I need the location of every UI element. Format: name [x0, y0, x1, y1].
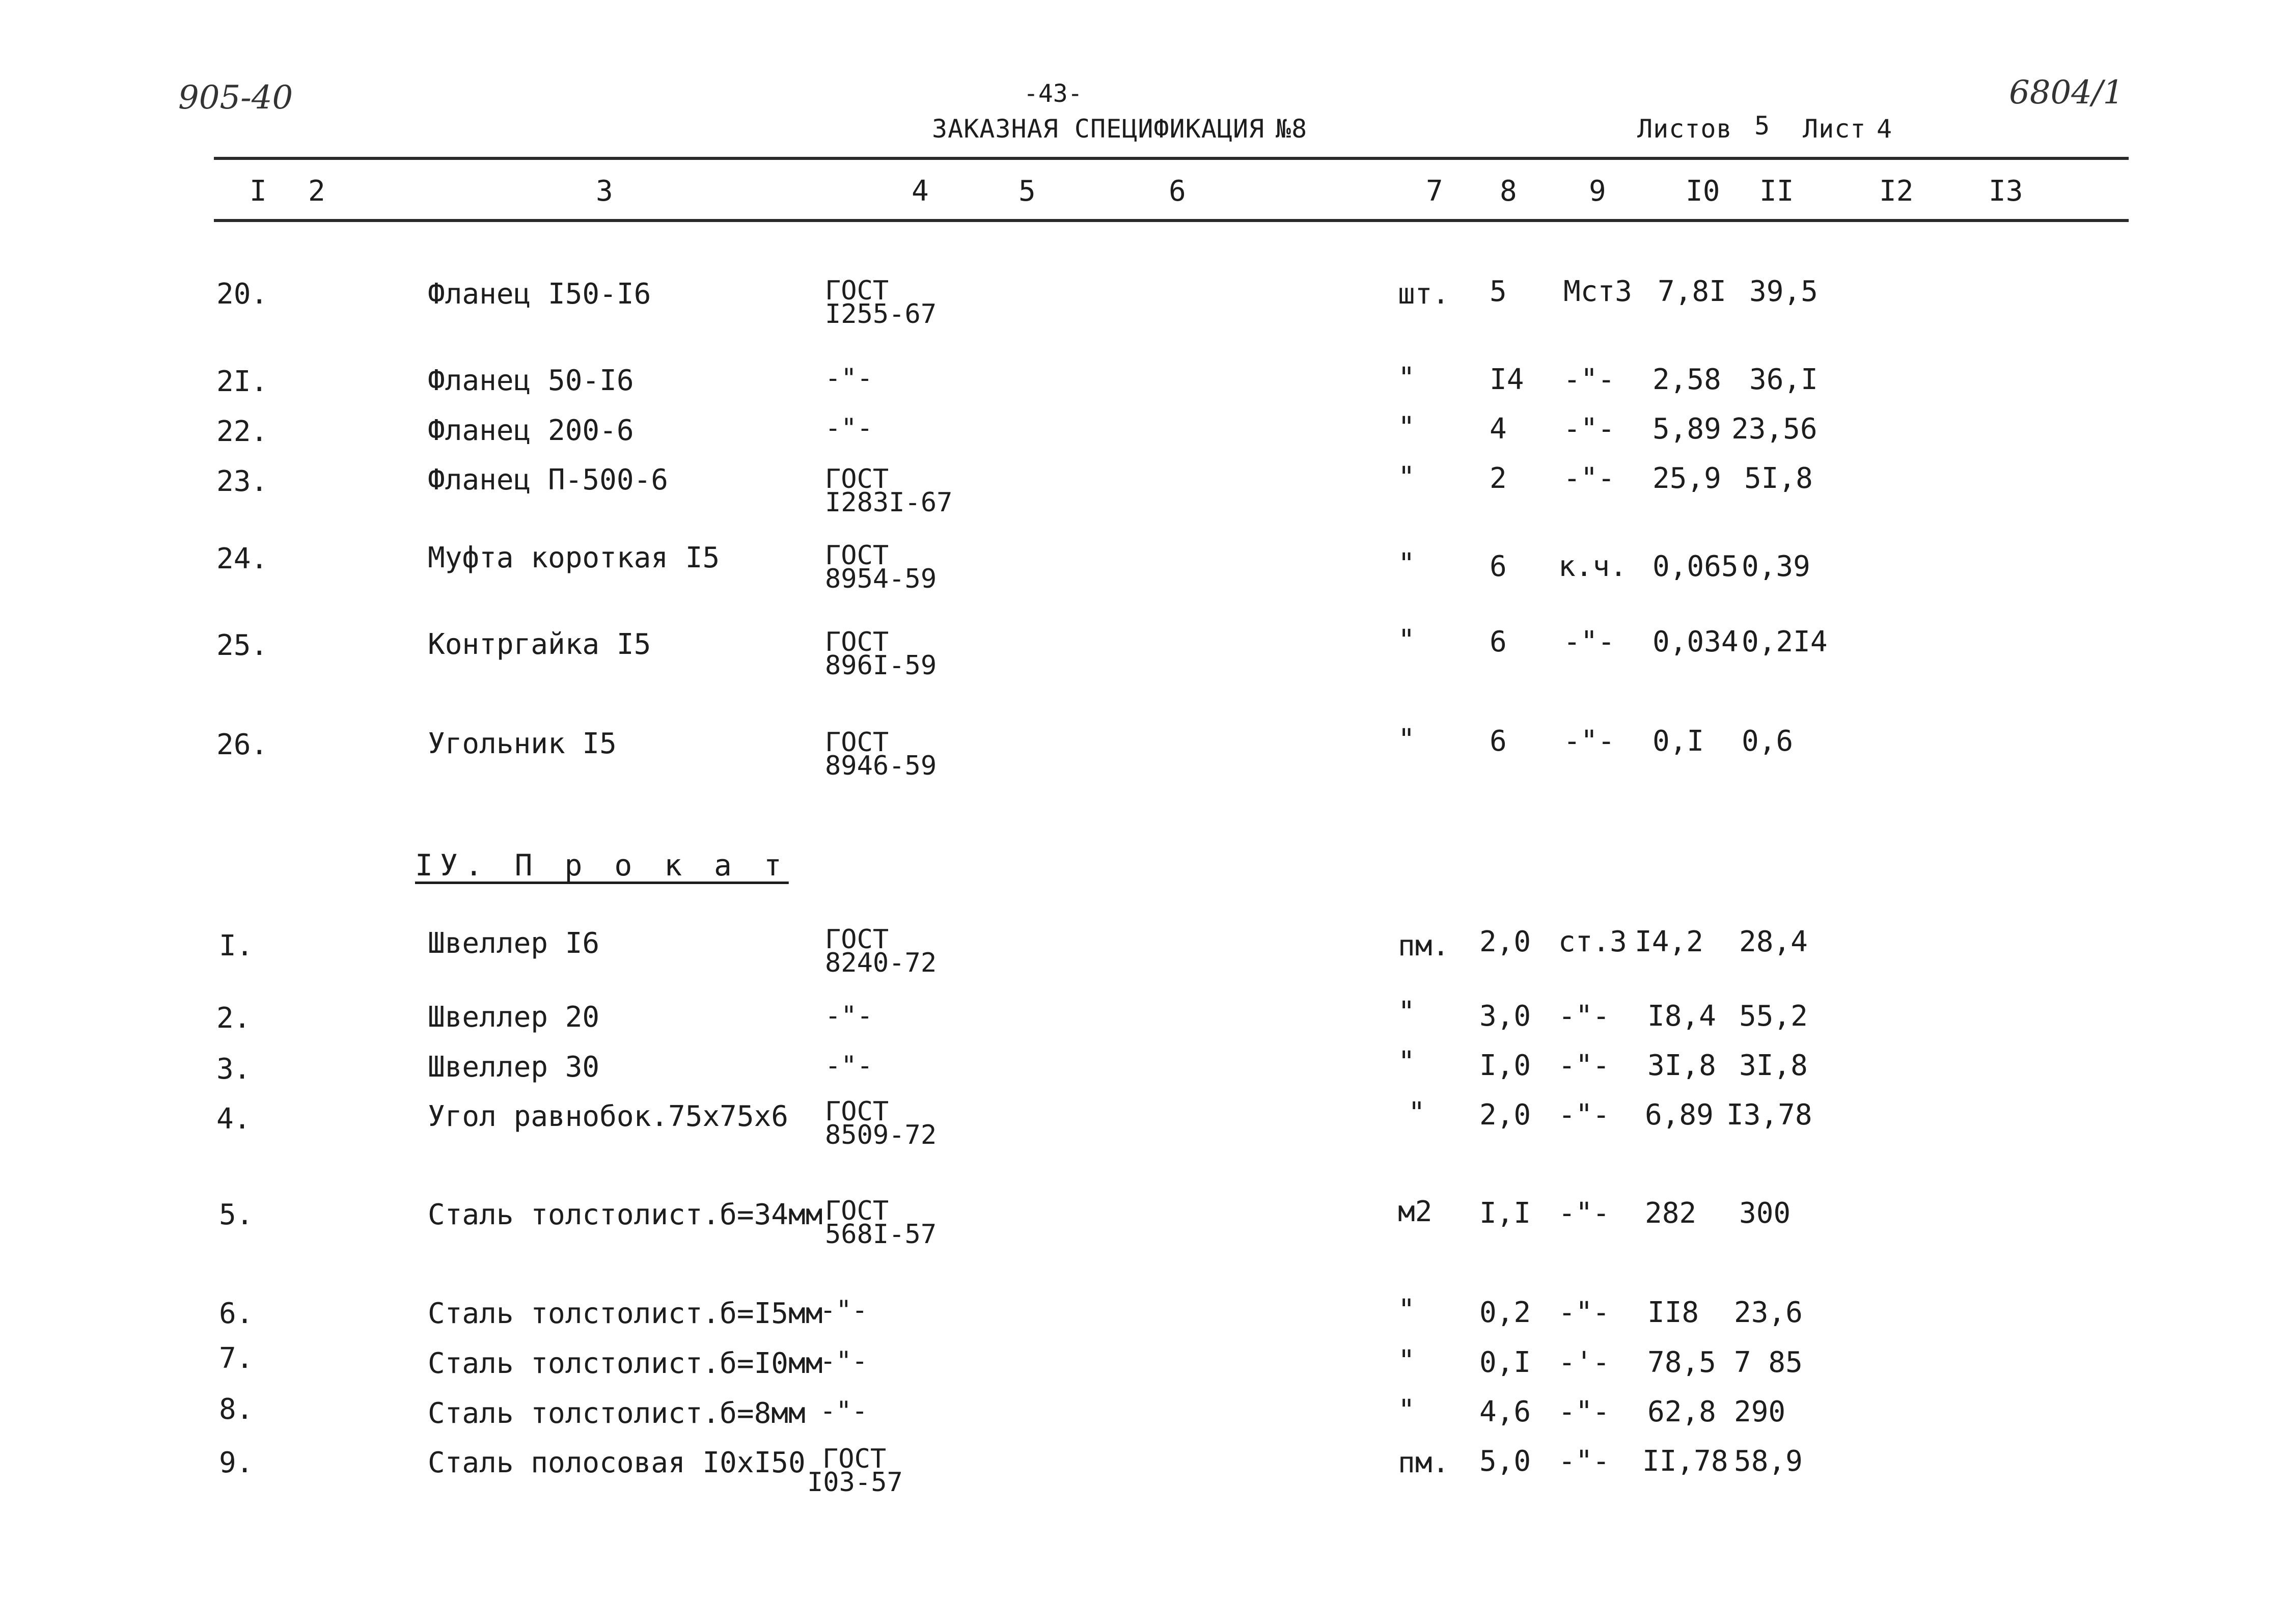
- column-header-11: II: [1759, 175, 1794, 208]
- unit: пм.: [1398, 929, 1450, 962]
- row-number: 26.: [216, 728, 268, 761]
- standard-number: I03-57: [807, 1467, 903, 1498]
- unit-mass: 62,8: [1647, 1395, 1716, 1428]
- header-top-rule: [214, 157, 2129, 160]
- unit-mass: 25,9: [1653, 462, 1721, 495]
- unit: ": [1398, 996, 1415, 1029]
- item-name: Фланец 200-6: [428, 414, 634, 447]
- unit-mass: 6,89: [1645, 1098, 1714, 1132]
- standard: ГОСТ: [825, 727, 889, 758]
- specification-number: №8: [1276, 114, 1308, 144]
- quantity: 3,0: [1479, 1000, 1531, 1033]
- unit-mass: 7,8I: [1658, 275, 1726, 308]
- unit: ": [1398, 1344, 1415, 1378]
- column-header-9: 9: [1589, 175, 1606, 208]
- unit-mass: 5,89: [1653, 412, 1721, 446]
- standard: -"-: [820, 1295, 868, 1326]
- column-header-2: 2: [308, 175, 325, 208]
- total-mass: 28,4: [1739, 925, 1808, 958]
- item-name: Сталь толстолист.б=34мм: [428, 1198, 823, 1231]
- unit: ": [1398, 362, 1415, 395]
- standard-number: 568I-57: [825, 1219, 937, 1250]
- total-mass: 23,56: [1731, 412, 1818, 446]
- total-mass: 300: [1739, 1197, 1791, 1230]
- row-number: 6.: [219, 1297, 254, 1330]
- standard-number: I255-67: [825, 299, 937, 329]
- unit: шт.: [1398, 278, 1450, 311]
- item-name: Швеллер 30: [428, 1051, 600, 1084]
- item-name: Сталь толстолист.б=I0мм: [428, 1347, 823, 1380]
- item-name: Угольник I5: [428, 727, 617, 760]
- unit-mass: 2,58: [1653, 363, 1721, 396]
- item-name: Фланец I50-I6: [428, 278, 651, 311]
- standard-number: 896I-59: [825, 650, 937, 681]
- standard: ГОСТ: [825, 627, 889, 657]
- material: -"-: [1563, 462, 1615, 495]
- unit-mass: II,78: [1642, 1445, 1728, 1478]
- unit: ": [1398, 723, 1415, 756]
- material: -"-: [1563, 412, 1615, 446]
- row-number: 2I.: [216, 365, 268, 398]
- standard: -"-: [820, 1346, 868, 1377]
- quantity: 6: [1490, 725, 1507, 758]
- page-title: ЗАКАЗНАЯ СПЕЦИФИКАЦИЯ: [932, 114, 1265, 144]
- quantity: 6: [1490, 625, 1507, 658]
- material: -"-: [1558, 1049, 1610, 1082]
- unit: ": [1398, 547, 1415, 581]
- standard: ГОСТ: [825, 464, 889, 494]
- unit-mass: I4,2: [1635, 925, 1703, 958]
- header-bottom-rule: [214, 219, 2129, 222]
- sheet-number: 4: [1877, 114, 1893, 144]
- standard-number: 8946-59: [825, 751, 937, 781]
- total-mass: 0,2I4: [1742, 625, 1828, 658]
- quantity: 0,2: [1479, 1296, 1531, 1329]
- material: к.ч.: [1558, 550, 1627, 583]
- standard-number: 8954-59: [825, 564, 937, 594]
- standard: ГОСТ: [825, 540, 889, 571]
- standard: ГОСТ: [825, 1196, 889, 1226]
- quantity: 2,0: [1479, 1098, 1531, 1132]
- item-name: Швеллер 20: [428, 1001, 600, 1034]
- item-name: Муфта короткая I5: [428, 541, 720, 574]
- unit: ": [1398, 1394, 1415, 1427]
- column-header-13: I3: [1989, 175, 2023, 208]
- unit-mass: 3I,8: [1647, 1049, 1716, 1082]
- material: -"-: [1558, 1296, 1610, 1329]
- quantity: 5,0: [1479, 1445, 1531, 1478]
- column-header-5: 5: [1018, 175, 1036, 208]
- standard: ГОСТ: [825, 1096, 889, 1127]
- total-mass: 39,5: [1749, 275, 1818, 308]
- material: -"-: [1563, 363, 1615, 396]
- row-number: 2.: [216, 1002, 251, 1035]
- unit-mass: 0,I: [1653, 725, 1704, 758]
- column-header-6: 6: [1169, 175, 1186, 208]
- material: Мст3: [1563, 275, 1632, 308]
- unit: ": [1398, 411, 1415, 444]
- material: -"-: [1563, 625, 1615, 658]
- item-name: Угол равнобок.75х75х6: [428, 1100, 789, 1133]
- unit-mass: 78,5: [1647, 1346, 1716, 1379]
- row-number: 25.: [216, 629, 268, 662]
- archive-number: 6804/1: [2009, 74, 2124, 112]
- item-name: Сталь полосовая I0хI50: [428, 1446, 806, 1479]
- total-mass: 7 85: [1734, 1346, 1803, 1379]
- row-number: 24.: [216, 542, 268, 575]
- item-name: Сталь толстолист.б=I5мм: [428, 1297, 823, 1330]
- unit-mass: 282: [1645, 1197, 1697, 1230]
- item-name: Фланец 50-I6: [428, 364, 634, 397]
- unit: ": [1408, 1096, 1425, 1130]
- sheet-label: Лист: [1803, 114, 1866, 144]
- sheets-count: 5: [1754, 111, 1771, 141]
- total-mass: 58,9: [1734, 1445, 1803, 1478]
- quantity: 5: [1490, 275, 1507, 308]
- item-name: Сталь толстолист.б=8мм: [428, 1397, 806, 1430]
- item-name: Швеллер I6: [428, 927, 600, 960]
- unit: ": [1398, 1045, 1415, 1079]
- standard: -"-: [825, 1001, 873, 1031]
- total-mass: 290: [1734, 1395, 1786, 1428]
- quantity: 0,I: [1479, 1346, 1531, 1379]
- column-header-8: 8: [1500, 175, 1517, 208]
- total-mass: 36,I: [1749, 363, 1818, 396]
- column-header-1: I: [250, 175, 267, 208]
- material: -"-: [1558, 1197, 1610, 1230]
- standard-number: 8240-72: [825, 948, 937, 978]
- material: -"-: [1558, 1000, 1610, 1033]
- section-title: IУ. П р о к а т: [415, 848, 789, 883]
- unit: ": [1398, 624, 1415, 657]
- total-mass: 23,6: [1734, 1296, 1803, 1329]
- total-mass: 55,2: [1739, 1000, 1808, 1033]
- standard: ГОСТ: [825, 276, 889, 306]
- unit-mass: 0,034: [1653, 625, 1739, 658]
- item-name: Контргайка I5: [428, 628, 651, 661]
- standard-number: I283I-67: [825, 487, 953, 518]
- quantity: 4: [1490, 412, 1507, 446]
- quantity: I,0: [1479, 1049, 1531, 1082]
- material: -"-: [1558, 1395, 1610, 1428]
- page-number: -43-: [1024, 79, 1083, 108]
- row-number: I.: [219, 929, 254, 962]
- standard: -"-: [825, 413, 873, 444]
- total-mass: 0,6: [1742, 725, 1794, 758]
- unit-mass: I8,4: [1647, 1000, 1716, 1033]
- standard-number: 8509-72: [825, 1120, 937, 1150]
- unit-mass: II8: [1647, 1296, 1699, 1329]
- row-number: 23.: [216, 465, 268, 498]
- quantity: 2,0: [1479, 925, 1531, 958]
- column-header-12: I2: [1879, 175, 1914, 208]
- row-number: 20.: [216, 278, 268, 311]
- standard: -"-: [825, 1051, 873, 1081]
- total-mass: I3,78: [1726, 1098, 1812, 1132]
- standard: ГОСТ: [825, 924, 889, 955]
- row-number: 9.: [219, 1446, 254, 1479]
- row-number: 7.: [219, 1342, 254, 1375]
- row-number: 22.: [216, 415, 268, 448]
- unit: м2: [1398, 1195, 1433, 1228]
- standard: -"-: [825, 363, 873, 394]
- total-mass: 0,39: [1742, 550, 1810, 583]
- row-number: 8.: [219, 1393, 254, 1426]
- unit-mass: 0,065: [1653, 550, 1739, 583]
- quantity: 6: [1490, 550, 1507, 583]
- material: ст.3: [1558, 925, 1627, 958]
- material: -"-: [1558, 1098, 1610, 1132]
- unit: ": [1398, 461, 1415, 494]
- material: -"-: [1563, 725, 1615, 758]
- unit: ": [1398, 1293, 1415, 1327]
- sheets-label: Листов: [1637, 114, 1732, 144]
- row-number: 5.: [219, 1198, 254, 1231]
- quantity: 4,6: [1479, 1395, 1531, 1428]
- material: -'-: [1558, 1346, 1610, 1379]
- column-header-4: 4: [912, 175, 929, 208]
- column-header-7: 7: [1426, 175, 1443, 208]
- quantity: I,I: [1479, 1197, 1531, 1230]
- standard: ГОСТ: [822, 1444, 887, 1474]
- standard: -"-: [820, 1396, 868, 1426]
- quantity: I4: [1490, 363, 1524, 396]
- row-number: 3.: [216, 1053, 251, 1086]
- total-mass: 3I,8: [1739, 1049, 1808, 1082]
- item-name: Фланец П-500-6: [428, 463, 669, 497]
- quantity: 2: [1490, 462, 1507, 495]
- row-number: 4.: [216, 1103, 251, 1136]
- document-code: 905-40: [178, 79, 293, 117]
- column-header-10: I0: [1686, 175, 1720, 208]
- total-mass: 5I,8: [1744, 462, 1813, 495]
- unit: пм.: [1398, 1446, 1450, 1479]
- material: -"-: [1558, 1445, 1610, 1478]
- column-header-3: 3: [596, 175, 613, 208]
